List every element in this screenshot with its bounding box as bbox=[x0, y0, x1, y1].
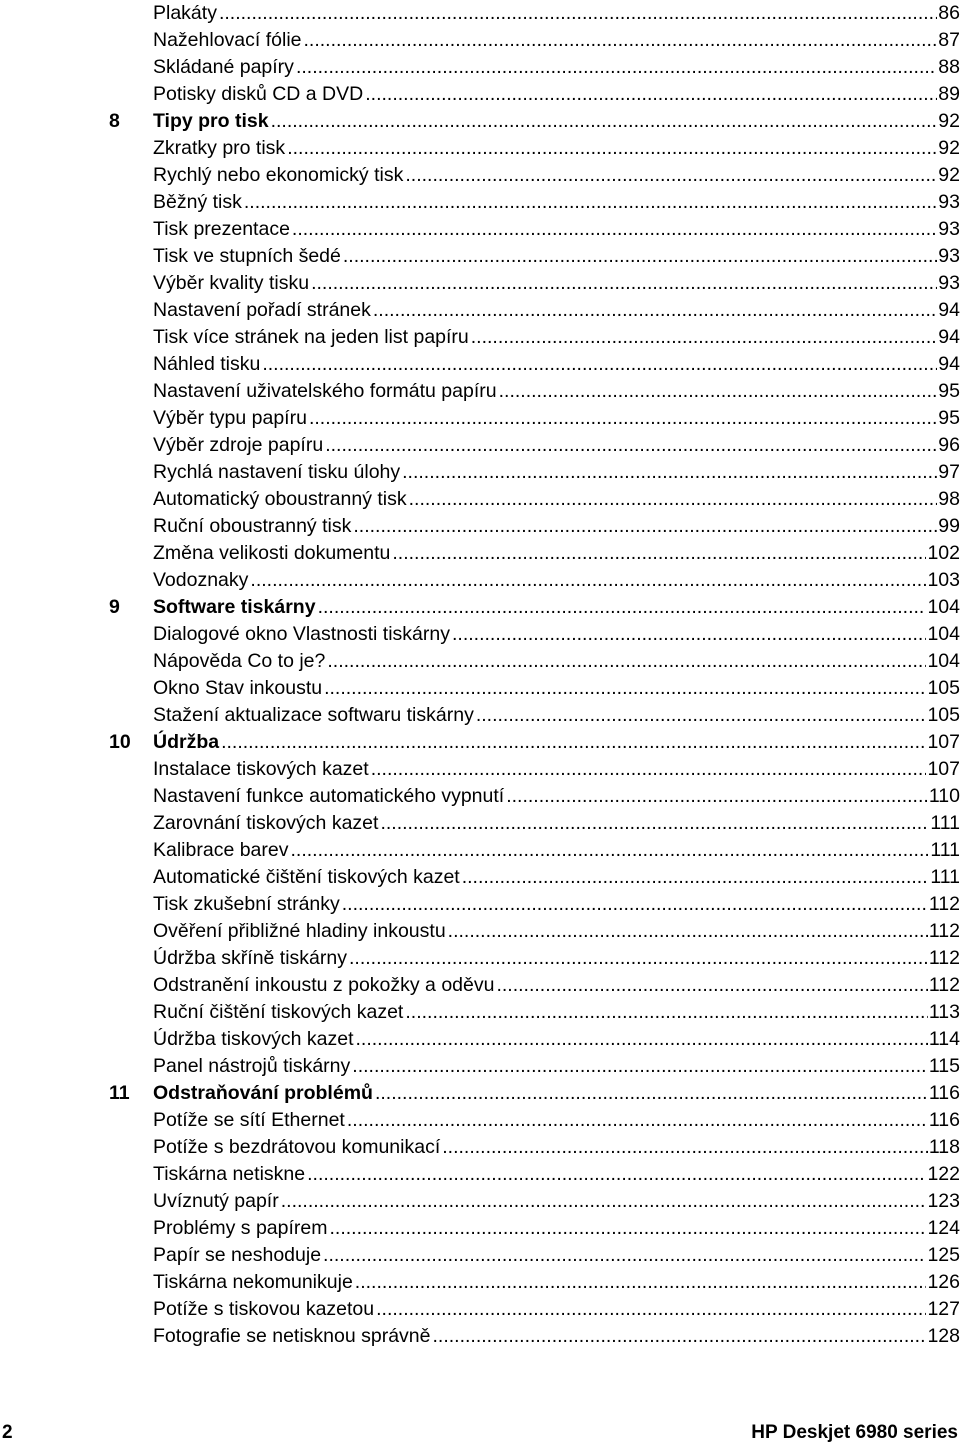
dot-leader bbox=[380, 810, 929, 837]
chapter-number: 9 bbox=[109, 596, 120, 618]
section-title: Výběr typu papíru bbox=[153, 407, 307, 429]
dot-leader bbox=[371, 756, 927, 783]
page-number: 103 bbox=[927, 569, 960, 591]
toc-entry-line bbox=[153, 1323, 960, 1350]
dot-leader bbox=[448, 918, 928, 945]
toc-entry[interactable] bbox=[0, 54, 960, 81]
toc-entry-line bbox=[153, 270, 960, 297]
section-title: Tisk zkušební stránky bbox=[153, 893, 340, 915]
page-number: 105 bbox=[927, 677, 960, 699]
dot-leader bbox=[324, 675, 926, 702]
dot-leader bbox=[349, 945, 928, 972]
toc-entry[interactable] bbox=[0, 513, 960, 540]
page-number: 112 bbox=[928, 947, 960, 969]
toc-entry-line bbox=[153, 1242, 960, 1269]
dot-leader bbox=[499, 378, 938, 405]
dot-leader bbox=[506, 783, 928, 810]
section-title: Zkratky pro tisk bbox=[153, 137, 286, 159]
toc-entry[interactable] bbox=[0, 270, 960, 297]
toc-entry-line bbox=[153, 999, 960, 1026]
toc-entry[interactable] bbox=[0, 243, 960, 270]
page-number: 95 bbox=[938, 380, 960, 402]
toc-entry[interactable] bbox=[0, 972, 960, 999]
dot-leader bbox=[352, 1053, 928, 1080]
section-title: Výběr kvality tisku bbox=[153, 272, 310, 294]
dot-leader bbox=[353, 513, 937, 540]
toc-entry[interactable] bbox=[0, 567, 960, 594]
toc-entry-line bbox=[153, 1080, 960, 1107]
toc-entry[interactable] bbox=[0, 1188, 960, 1215]
section-title: Potíže s tiskovou kazetou bbox=[153, 1298, 375, 1320]
section-title: Automatický oboustranný tisk bbox=[153, 488, 407, 510]
dot-leader bbox=[244, 189, 937, 216]
page-number: 122 bbox=[927, 1163, 960, 1185]
page-number: 95 bbox=[938, 407, 960, 429]
section-title: Papír se neshoduje bbox=[153, 1244, 322, 1266]
section-title: Potíže se sítí Ethernet bbox=[153, 1109, 345, 1131]
toc-entry[interactable] bbox=[0, 1269, 960, 1296]
toc-entry[interactable] bbox=[0, 351, 960, 378]
page-number: 115 bbox=[928, 1055, 960, 1077]
dot-leader bbox=[304, 27, 938, 54]
section-title: Rychlá nastavení tisku úlohy bbox=[153, 461, 401, 483]
toc-entry-line bbox=[153, 783, 960, 810]
dot-leader bbox=[309, 405, 937, 432]
dot-leader bbox=[355, 1269, 927, 1296]
toc-entry[interactable] bbox=[0, 486, 960, 513]
dot-leader bbox=[365, 81, 937, 108]
dot-leader bbox=[327, 648, 926, 675]
section-title: Nápověda Co to je? bbox=[153, 650, 326, 672]
dot-leader bbox=[356, 1026, 928, 1053]
dot-leader bbox=[342, 891, 928, 918]
page-number: 94 bbox=[938, 326, 960, 348]
chapter-number: 11 bbox=[109, 1082, 130, 1104]
dot-leader bbox=[325, 432, 937, 459]
toc-entry[interactable] bbox=[0, 378, 960, 405]
page-number: 105 bbox=[927, 704, 960, 726]
toc-entry[interactable] bbox=[0, 1053, 960, 1080]
page-number: 89 bbox=[938, 83, 960, 105]
section-title: Nastavení funkce automatického vypnutí bbox=[153, 785, 505, 807]
toc-entry-line bbox=[153, 1296, 960, 1323]
dot-leader bbox=[392, 540, 926, 567]
section-title: Fotografie se netisknou správně bbox=[153, 1325, 431, 1347]
section-title: Skládané papíry bbox=[153, 56, 294, 78]
toc-entry[interactable] bbox=[0, 27, 960, 54]
section-title: Potíže s bezdrátovou komunikací bbox=[153, 1136, 441, 1158]
page-number: 96 bbox=[938, 434, 960, 456]
dot-leader bbox=[347, 1107, 928, 1134]
toc-entry[interactable] bbox=[0, 999, 960, 1026]
section-title: Kalibrace barev bbox=[153, 839, 289, 861]
toc-entry[interactable] bbox=[0, 783, 960, 810]
toc-entry[interactable] bbox=[0, 1161, 960, 1188]
toc-entry[interactable] bbox=[0, 540, 960, 567]
toc-entry-line bbox=[153, 243, 960, 270]
toc-entry-line bbox=[153, 864, 960, 891]
section-title: Rychlý nebo ekonomický tisk bbox=[153, 164, 404, 186]
dot-leader bbox=[262, 351, 937, 378]
section-title: Vodoznaky bbox=[153, 569, 249, 591]
toc-entry-line bbox=[153, 513, 960, 540]
page-number: 92 bbox=[938, 110, 960, 132]
toc-entry-line bbox=[153, 1215, 960, 1242]
toc-entry[interactable] bbox=[0, 945, 960, 972]
toc-entry-line bbox=[153, 837, 960, 864]
dot-leader bbox=[281, 1188, 927, 1215]
toc-entry[interactable] bbox=[0, 891, 960, 918]
section-title: Zarovnání tiskových kazet bbox=[153, 812, 379, 834]
toc-entry-line bbox=[153, 594, 960, 621]
toc-entry-line bbox=[153, 918, 960, 945]
toc-entry-line bbox=[153, 675, 960, 702]
page-number: 116 bbox=[928, 1109, 960, 1131]
section-title: Uvíznutý papír bbox=[153, 1190, 279, 1212]
dot-leader bbox=[287, 135, 937, 162]
section-title: Automatické čištění tiskových kazet bbox=[153, 866, 460, 888]
dot-leader bbox=[496, 972, 927, 999]
dot-leader bbox=[405, 999, 928, 1026]
page-number: 125 bbox=[927, 1244, 960, 1266]
section-title: Ruční oboustranný tisk bbox=[153, 515, 352, 537]
toc-entry[interactable] bbox=[0, 1134, 960, 1161]
toc-entry-line bbox=[153, 1161, 960, 1188]
chapter-title: Tipy pro tisk bbox=[153, 110, 269, 132]
toc-entry-line bbox=[153, 459, 960, 486]
section-title: Plakáty bbox=[153, 2, 217, 24]
section-title: Náhled tisku bbox=[153, 353, 261, 375]
section-title: Nastavení uživatelského formátu papíru bbox=[153, 380, 497, 402]
chapter-number: 8 bbox=[109, 110, 120, 132]
chapter-title: Software tiskárny bbox=[153, 596, 316, 618]
page-number: 92 bbox=[938, 137, 960, 159]
toc-entry-line bbox=[153, 1188, 960, 1215]
section-title: Potisky disků CD a DVD bbox=[153, 83, 364, 105]
page-number: 98 bbox=[938, 488, 960, 510]
page-number: 102 bbox=[927, 542, 960, 564]
toc-entry[interactable] bbox=[0, 1296, 960, 1323]
toc-entry-line bbox=[153, 189, 960, 216]
dot-leader bbox=[476, 702, 927, 729]
page-number: 93 bbox=[938, 218, 960, 240]
dot-leader bbox=[323, 1242, 926, 1269]
section-title: Problémy s papírem bbox=[153, 1217, 328, 1239]
page-number: 112 bbox=[928, 893, 960, 915]
toc-entry[interactable] bbox=[0, 162, 960, 189]
page-number: 107 bbox=[927, 731, 960, 753]
toc-entry[interactable] bbox=[0, 324, 960, 351]
toc-entry-line bbox=[153, 81, 960, 108]
toc-entry-line bbox=[153, 405, 960, 432]
toc-entry[interactable] bbox=[0, 837, 960, 864]
toc-chapter-entry[interactable] bbox=[0, 108, 960, 135]
toc-chapter-entry[interactable] bbox=[0, 1080, 960, 1107]
dot-leader bbox=[307, 1161, 926, 1188]
toc-entry-line bbox=[153, 891, 960, 918]
toc-entry[interactable] bbox=[0, 648, 960, 675]
toc-entry-line bbox=[153, 324, 960, 351]
page-number: 113 bbox=[928, 1001, 960, 1023]
section-title: Ruční čištění tiskových kazet bbox=[153, 1001, 404, 1023]
dot-leader bbox=[292, 216, 937, 243]
dot-leader bbox=[433, 1323, 927, 1350]
chapter-title: Údržba bbox=[153, 731, 220, 753]
toc-entry[interactable] bbox=[0, 135, 960, 162]
toc-entry-line bbox=[153, 621, 960, 648]
page-number: 93 bbox=[938, 191, 960, 213]
dot-leader bbox=[402, 459, 937, 486]
toc-entry-line bbox=[153, 1107, 960, 1134]
dot-leader bbox=[343, 243, 937, 270]
toc-entry[interactable] bbox=[0, 0, 960, 27]
section-title: Údržba skříně tiskárny bbox=[153, 947, 347, 969]
toc-entry-line bbox=[153, 162, 960, 189]
section-title: Tiskárna nekomunikuje bbox=[153, 1271, 353, 1293]
dot-leader bbox=[375, 1080, 928, 1107]
toc-entry[interactable] bbox=[0, 621, 960, 648]
dot-leader bbox=[296, 54, 937, 81]
toc-entry-line bbox=[153, 945, 960, 972]
page-number: 94 bbox=[938, 353, 960, 375]
page-number: 127 bbox=[927, 1298, 960, 1320]
section-title: Odstranění inkoustu z pokožky a oděvu bbox=[153, 974, 495, 996]
dot-leader bbox=[405, 162, 937, 189]
toc-entry[interactable] bbox=[0, 810, 960, 837]
toc-entry[interactable] bbox=[0, 702, 960, 729]
toc-entry[interactable] bbox=[0, 216, 960, 243]
toc-entry-line bbox=[153, 0, 960, 27]
toc-entry-line bbox=[153, 432, 960, 459]
section-title: Panel nástrojů tiskárny bbox=[153, 1055, 351, 1077]
toc-entry-line bbox=[153, 216, 960, 243]
toc-entry[interactable] bbox=[0, 297, 960, 324]
toc-entry-line bbox=[153, 486, 960, 513]
page-number: 104 bbox=[927, 650, 960, 672]
page-number: 128 bbox=[927, 1325, 960, 1347]
toc-entry-line bbox=[153, 378, 960, 405]
section-title: Tiskárna netiskne bbox=[153, 1163, 306, 1185]
toc-entry-line bbox=[153, 108, 960, 135]
toc-entry[interactable] bbox=[0, 864, 960, 891]
page-footer bbox=[0, 1420, 960, 1447]
toc-entry-line bbox=[153, 1026, 960, 1053]
footer-product-name: HP Deskjet 6980 series bbox=[751, 1422, 958, 1443]
toc-chapter-entry[interactable] bbox=[0, 594, 960, 621]
page-number: 118 bbox=[928, 1136, 960, 1158]
toc-entry-line bbox=[153, 27, 960, 54]
page-number: 104 bbox=[927, 623, 960, 645]
page-number: 111 bbox=[930, 866, 960, 888]
dot-leader bbox=[250, 567, 926, 594]
toc-entry[interactable] bbox=[0, 1107, 960, 1134]
dot-leader bbox=[221, 729, 926, 756]
toc-entry[interactable] bbox=[0, 189, 960, 216]
dot-leader bbox=[452, 621, 926, 648]
toc-entry[interactable] bbox=[0, 675, 960, 702]
section-title: Ověření přibližné hladiny inkoustu bbox=[153, 920, 446, 942]
toc-entry-line bbox=[153, 297, 960, 324]
page-number: 107 bbox=[927, 758, 960, 780]
toc-entry-line bbox=[153, 135, 960, 162]
toc-entry-line bbox=[153, 1134, 960, 1161]
toc-entry-line bbox=[153, 1053, 960, 1080]
toc-entry[interactable] bbox=[0, 459, 960, 486]
page-number: 94 bbox=[938, 299, 960, 321]
dot-leader bbox=[409, 486, 938, 513]
toc-entry-line bbox=[153, 540, 960, 567]
dot-leader bbox=[271, 108, 938, 135]
page-number: 93 bbox=[938, 245, 960, 267]
section-title: Instalace tiskových kazet bbox=[153, 758, 369, 780]
toc-entry-line bbox=[153, 756, 960, 783]
toc-entry[interactable] bbox=[0, 1323, 960, 1350]
dot-leader bbox=[219, 0, 937, 27]
toc-entry[interactable] bbox=[0, 1242, 960, 1269]
dot-leader bbox=[373, 297, 937, 324]
dot-leader bbox=[291, 837, 930, 864]
page-number: 104 bbox=[927, 596, 960, 618]
page-number: 116 bbox=[928, 1082, 960, 1104]
page-number: 92 bbox=[938, 164, 960, 186]
dot-leader bbox=[376, 1296, 926, 1323]
toc-entry[interactable] bbox=[0, 432, 960, 459]
page-number: 93 bbox=[938, 272, 960, 294]
section-title: Dialogové okno Vlastnosti tiskárny bbox=[153, 623, 450, 645]
page-number: 126 bbox=[927, 1271, 960, 1293]
toc-entry[interactable] bbox=[0, 1026, 960, 1053]
page-number: 114 bbox=[928, 1028, 960, 1050]
toc-entry[interactable] bbox=[0, 1215, 960, 1242]
page-number: 112 bbox=[928, 974, 960, 996]
toc-entry-line bbox=[153, 351, 960, 378]
page-number: 87 bbox=[938, 29, 960, 51]
page-number: 110 bbox=[928, 785, 960, 807]
chapter-number: 10 bbox=[109, 731, 131, 753]
chapter-title: Odstraňování problémů bbox=[153, 1082, 373, 1104]
dot-leader bbox=[471, 324, 938, 351]
toc-entry[interactable] bbox=[0, 918, 960, 945]
dot-leader bbox=[462, 864, 930, 891]
section-title: Tisk prezentace bbox=[153, 218, 290, 240]
section-title: Tisk více stránek na jeden list papíru bbox=[153, 326, 469, 348]
toc-entry[interactable] bbox=[0, 405, 960, 432]
section-title: Stažení aktualizace softwaru tiskárny bbox=[153, 704, 474, 726]
toc-entry-line bbox=[153, 648, 960, 675]
page-number: 111 bbox=[930, 812, 960, 834]
page-number: 124 bbox=[927, 1217, 960, 1239]
toc-entry-line bbox=[153, 702, 960, 729]
page-number: 111 bbox=[930, 839, 960, 861]
footer-page-number: 2 bbox=[2, 1422, 13, 1443]
toc-entry-line bbox=[153, 729, 960, 756]
toc-entry[interactable] bbox=[0, 756, 960, 783]
dot-leader bbox=[318, 594, 927, 621]
page-number: 123 bbox=[927, 1190, 960, 1212]
page-number: 99 bbox=[938, 515, 960, 537]
page-number: 86 bbox=[938, 2, 960, 24]
toc-entry-line bbox=[153, 54, 960, 81]
toc-entry-line bbox=[153, 567, 960, 594]
section-title: Nastavení pořadí stránek bbox=[153, 299, 371, 321]
section-title: Okno Stav inkoustu bbox=[153, 677, 323, 699]
section-title: Nažehlovací fólie bbox=[153, 29, 302, 51]
toc-entry-line bbox=[153, 1269, 960, 1296]
section-title: Výběr zdroje papíru bbox=[153, 434, 324, 456]
toc-entry[interactable] bbox=[0, 81, 960, 108]
toc-entry-line bbox=[153, 972, 960, 999]
section-title: Běžný tisk bbox=[153, 191, 242, 213]
dot-leader bbox=[329, 1215, 926, 1242]
dot-leader bbox=[311, 270, 937, 297]
page-number: 88 bbox=[938, 56, 960, 78]
page-number: 112 bbox=[928, 920, 960, 942]
page-number: 97 bbox=[938, 461, 960, 483]
section-title: Údržba tiskových kazet bbox=[153, 1028, 354, 1050]
toc-chapter-entry[interactable] bbox=[0, 729, 960, 756]
section-title: Změna velikosti dokumentu bbox=[153, 542, 391, 564]
dot-leader bbox=[442, 1134, 928, 1161]
section-title: Tisk ve stupních šedé bbox=[153, 245, 341, 267]
toc-entry-line bbox=[153, 810, 960, 837]
